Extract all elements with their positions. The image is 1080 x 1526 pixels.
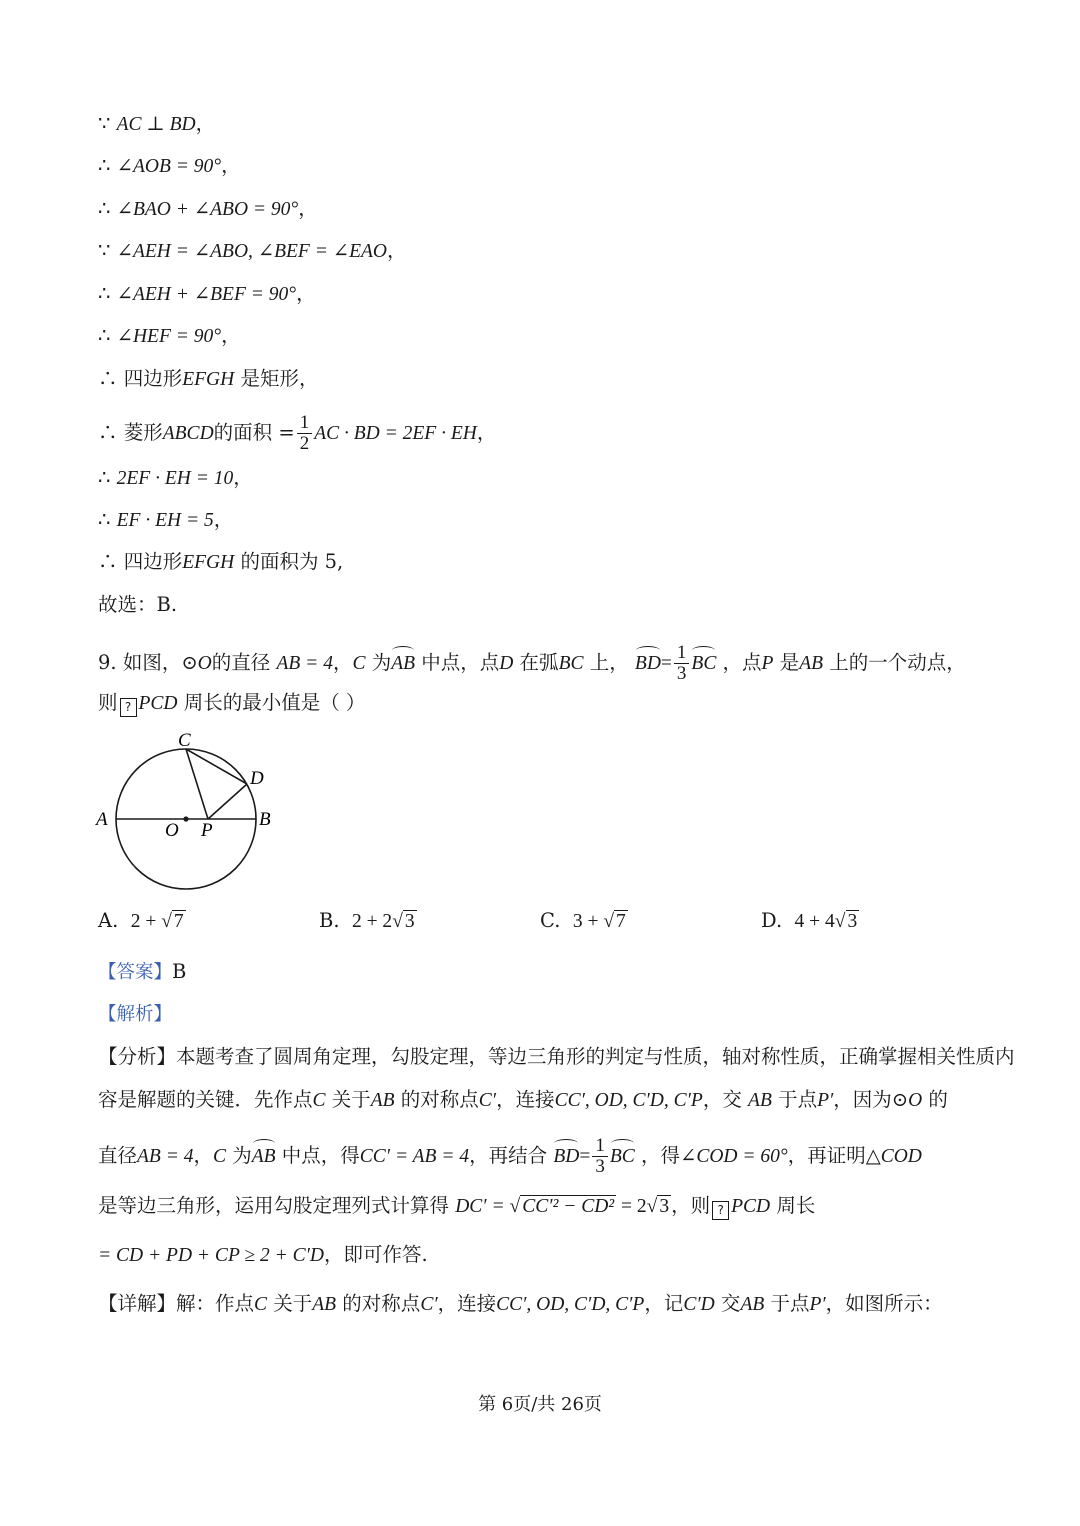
var: ABCD <box>162 423 214 444</box>
therefore-symbol: ∴ <box>98 508 111 531</box>
proof-expr: 2EF · EH = 10 <box>116 468 234 489</box>
proof-line-2 <box>98 153 241 180</box>
text: ，则 <box>671 1194 711 1217</box>
var: EFGH <box>182 369 235 390</box>
comma: ， <box>195 112 216 135</box>
text: 中点，得 <box>281 1144 360 1167</box>
expr: = 2 <box>616 1196 647 1217</box>
sqrt: √ 7 <box>161 911 184 932</box>
numerator: 1 <box>297 413 313 434</box>
therefore-symbol: ∴ <box>98 324 111 347</box>
label-d: D <box>250 768 264 789</box>
text: 则 <box>98 691 118 714</box>
fraction-third <box>674 643 690 684</box>
analysis-line-1 <box>98 1044 1015 1070</box>
therefore-symbol: ∴ <box>98 154 111 177</box>
denominator: 2 <box>299 433 310 454</box>
label-b: B <box>259 809 271 830</box>
analysis-line-4 <box>98 1193 815 1220</box>
text: ，因为⊙ <box>833 1088 909 1111</box>
sqrt: √ 3 <box>646 1196 670 1217</box>
equals: = <box>579 1146 591 1167</box>
analysis-line-3 <box>98 1136 922 1177</box>
proof-line-7 <box>98 366 318 393</box>
sqrt: √ 3 <box>834 911 858 932</box>
proof-expr: ∠AEH = ∠ABO, ∠BEF = ∠EAO <box>116 241 387 262</box>
arc-bc: BC <box>691 651 716 677</box>
text: 为 <box>371 651 392 674</box>
radicand: 3 <box>404 911 415 932</box>
missing-glyph-box: ? <box>120 698 137 717</box>
text: ，点 <box>722 651 762 674</box>
expr: = CD + PD + CP ≥ 2 + C′D <box>98 1245 324 1266</box>
proof-line-10 <box>98 507 233 534</box>
radicand: CC′² − CD² <box>522 1196 615 1217</box>
option-expr: 4 + 4 <box>794 911 835 932</box>
analysis-line-5 <box>98 1242 428 1269</box>
expr: AB = 4 <box>276 653 333 674</box>
text: 关于 <box>273 1292 313 1315</box>
text: 四边形 <box>123 367 183 390</box>
detail-tag: 【详解】 <box>98 1292 177 1315</box>
sqrt: √ 7 <box>603 911 626 932</box>
label-p: P <box>201 820 213 841</box>
arc-bd: BD <box>553 1144 579 1170</box>
therefore-symbol: ∴ <box>98 466 111 489</box>
var: C′ <box>420 1294 438 1315</box>
proof-expr: AC · BD = 2EF · EH <box>314 423 477 444</box>
text: ，再证明△ <box>787 1144 881 1167</box>
proof-expr: ∠BAO + ∠ABO = 90° <box>116 199 299 220</box>
fraction-third <box>592 1136 608 1177</box>
text: 本题考查了圆周角定理，勾股定理，等边三角形的判定与性质，轴对称性质，正确掌握相关性质内 <box>176 1045 1015 1068</box>
question-9-line-1 <box>98 643 966 684</box>
var: AB <box>748 1090 772 1111</box>
proof-line-3 <box>98 196 318 223</box>
proof-expr: ∠HEF = 90° <box>116 326 222 347</box>
answer-tag: 【答案】 <box>98 962 173 983</box>
comma: ， <box>233 466 253 489</box>
radicand: 7 <box>616 911 626 932</box>
var: PCD <box>138 693 178 714</box>
text: ， <box>193 1144 214 1167</box>
text: 于点 <box>778 1088 818 1111</box>
option-a[interactable] <box>98 908 186 935</box>
fenxi-tag: 【分析】 <box>98 1045 177 1068</box>
proof-line-1 <box>98 111 215 138</box>
text: 上的一个动点， <box>829 651 966 674</box>
text: 交 <box>720 1292 741 1315</box>
text: ，即可作答. <box>323 1243 428 1266</box>
text: ， <box>332 651 353 674</box>
var: C <box>352 653 366 674</box>
option-expr: 3 + <box>572 911 604 932</box>
analysis-heading <box>98 1001 172 1028</box>
option-b[interactable] <box>319 908 417 935</box>
numerator: 1 <box>674 643 690 664</box>
expr: DC′ = <box>455 1196 510 1217</box>
text: ，得 <box>640 1144 680 1167</box>
proof-line-6 <box>98 323 241 350</box>
text: 四边形 <box>123 550 183 573</box>
arc-ab: AB <box>252 1144 276 1170</box>
therefore-symbol: ∴ <box>98 421 118 444</box>
proof-expr: ∠AOB = 90° <box>116 156 222 177</box>
option-letter: B. <box>319 909 340 932</box>
var: PCD <box>731 1196 771 1217</box>
comma: ， <box>298 197 318 220</box>
expr: CC′, OD, C′D, C′P <box>496 1294 645 1315</box>
proof-line-11 <box>98 549 343 576</box>
text: 直径 <box>98 1144 138 1167</box>
text: ，交 <box>702 1088 742 1111</box>
text: 的 <box>928 1088 948 1111</box>
because-symbol: ∵ <box>98 112 111 135</box>
answer-value: B <box>172 960 187 983</box>
denominator: 3 <box>676 663 687 684</box>
option-c[interactable] <box>540 908 628 935</box>
text: 为 <box>232 1144 252 1167</box>
comma: ， <box>221 324 241 347</box>
var: COD <box>880 1146 922 1167</box>
comma: ， <box>387 239 407 262</box>
expr: ∠COD = 60° <box>679 1146 788 1167</box>
expr: CC′, OD, C′D, C′P <box>554 1090 703 1111</box>
var: P <box>761 653 774 674</box>
radicand: 3 <box>659 1196 670 1217</box>
proof-line-9 <box>98 465 253 492</box>
sqrt: √ CC′² − CD² <box>509 1196 615 1217</box>
comma: ， <box>296 282 316 305</box>
var: P′ <box>817 1090 834 1111</box>
detail-line <box>98 1291 943 1318</box>
analysis-tag: 【解析】 <box>98 1004 173 1025</box>
numerator: 1 <box>592 1136 608 1157</box>
var: C′ <box>478 1090 497 1111</box>
page-footer: 第 6页/共 26页 <box>478 1394 602 1415</box>
var: AB <box>370 1090 395 1111</box>
option-letter: D. <box>761 909 783 932</box>
option-letter: C. <box>540 909 561 932</box>
because-symbol: ∵ <box>98 239 111 262</box>
text: 如图， <box>122 651 182 674</box>
var: P′ <box>809 1294 826 1315</box>
option-expr: 2 + 2 <box>351 911 393 932</box>
option-expr: 2 + <box>130 911 162 932</box>
var: C′D <box>683 1294 715 1315</box>
var: EFGH <box>182 552 235 573</box>
text: ，如图所示： <box>825 1292 943 1315</box>
proof-line-12 <box>98 592 177 618</box>
proof-expr: ∠AEH + ∠BEF = 90° <box>116 284 297 305</box>
sqrt: √ 3 <box>392 911 415 932</box>
therefore-symbol: ∴ <box>98 550 118 573</box>
text: ，再结合 <box>469 1144 548 1167</box>
therefore-symbol: ∴ <box>98 367 118 390</box>
option-letter: A. <box>98 909 119 932</box>
text: 解：作点 <box>176 1292 255 1315</box>
proof-line-8 <box>98 413 496 454</box>
radicand: 3 <box>847 911 858 932</box>
text: 上， <box>589 651 629 674</box>
equals: = <box>660 653 672 674</box>
var: AB <box>740 1294 765 1315</box>
var: BC <box>558 653 584 674</box>
var: C <box>312 1090 326 1111</box>
text: ，连接 <box>496 1088 555 1111</box>
option-d[interactable] <box>761 908 859 935</box>
comma: ， <box>213 508 234 531</box>
proof-line-5 <box>98 281 316 308</box>
therefore-symbol: ∴ <box>98 197 111 220</box>
var: AB <box>799 653 824 674</box>
text: 的面积 = <box>213 421 295 444</box>
comma: ， <box>476 421 497 444</box>
text: 关于 <box>331 1088 371 1111</box>
denominator: 3 <box>595 1156 605 1177</box>
text: 的对称点 <box>400 1088 479 1111</box>
missing-glyph-box: ? <box>712 1201 729 1220</box>
text: 是等边三角形，运用勾股定理列式计算得 <box>98 1194 450 1217</box>
var: C <box>213 1146 227 1167</box>
comma: ， <box>221 154 241 177</box>
center-point <box>183 816 188 821</box>
arc-ab: AB <box>391 651 415 677</box>
proof-line-4 <box>98 238 407 265</box>
fraction-half <box>297 413 313 454</box>
text: 于点 <box>770 1292 810 1315</box>
therefore-symbol: ∴ <box>98 282 111 305</box>
text: 中点，点 <box>421 651 500 674</box>
text: 是 <box>779 651 800 674</box>
var: D <box>499 653 514 674</box>
text: 菱形 <box>123 421 163 444</box>
label-o: O <box>165 820 179 841</box>
label-c: C <box>178 730 191 751</box>
question-9-line-2 <box>98 690 365 717</box>
text: 周长 <box>776 1194 816 1217</box>
var: C <box>254 1294 268 1315</box>
text: 的面积为 5, <box>240 550 344 573</box>
text: 周长的最小值是（ ） <box>183 691 366 714</box>
var: O <box>908 1090 923 1111</box>
choice-conclusion: 故选：B. <box>98 593 178 616</box>
proof-expr: AC ⊥ BD <box>116 114 196 135</box>
answer-line <box>98 959 186 986</box>
text: 是矩形， <box>240 367 319 390</box>
circle-figure <box>90 724 290 899</box>
proof-expr: EF · EH = 5 <box>116 510 214 531</box>
text: 容是解题的关键．先作点 <box>98 1088 313 1111</box>
expr: AB = 4 <box>137 1146 194 1167</box>
analysis-line-2 <box>98 1087 948 1114</box>
question-number: 9. <box>98 651 117 674</box>
text: ，连接 <box>437 1292 497 1315</box>
text: 的直径 <box>211 651 271 674</box>
segment-pd <box>208 784 247 819</box>
radicand: 7 <box>173 911 184 932</box>
text: 在弧 <box>519 651 559 674</box>
circle-o: ⊙O <box>181 653 212 674</box>
expr: CC′ = AB = 4 <box>359 1146 470 1167</box>
arc-bd: BD <box>635 651 661 677</box>
text: 的对称点 <box>342 1292 421 1315</box>
label-a: A <box>96 809 108 830</box>
var: AB <box>312 1294 337 1315</box>
arc-bc: BC <box>610 1144 635 1170</box>
text: ，记 <box>644 1292 684 1315</box>
